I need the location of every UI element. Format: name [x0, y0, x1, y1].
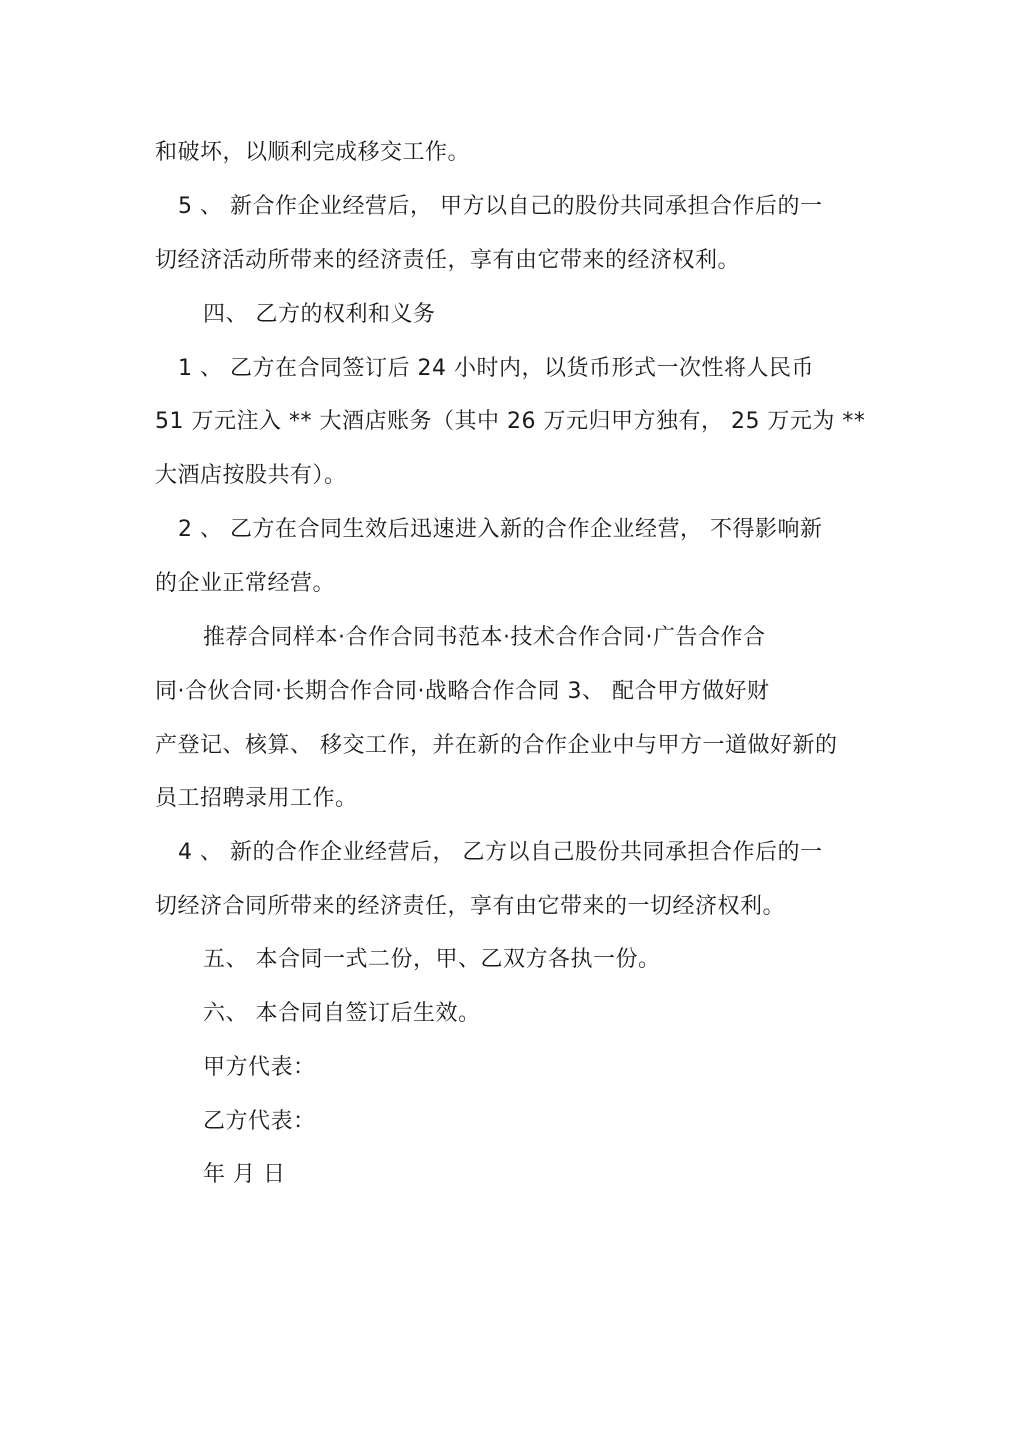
section-heading: 六、 本合同自签订后生效。 [203, 1001, 481, 1026]
text-line: 51 万元注入 ** 大酒店账务（其中 26 万元归甲方独有， 25 万元为 ** [155, 409, 866, 434]
date-label: 年 月 日 [203, 1162, 286, 1187]
section-heading: 四、 乙方的权利和义务 [203, 302, 436, 327]
signature-label: 甲方代表： [203, 1055, 316, 1080]
text-line: 2 、 乙方在合同生效后迅速进入新的合作企业经营， 不得影响新 [178, 517, 823, 542]
text-line: 切经济合同所带来的经济责任，享有由它带来的一切经济权利。 [155, 894, 786, 919]
text-line: 的企业正常经营。 [155, 571, 336, 596]
text-line: 推荐合同样本·合作合同书范本·技术合作合同·广告合作合 [203, 625, 766, 650]
section-heading: 五、 本合同一式二份，甲、乙双方各执一份。 [203, 947, 661, 972]
text-line: 1 、 乙方在合同签订后 24 小时内，以货币形式一次性将人民币 [178, 356, 814, 381]
text-line: 大酒店按股共有）。 [155, 463, 347, 488]
signature-label: 乙方代表： [203, 1109, 316, 1134]
text-line: 产登记、核算、 移交工作，并在新的合作企业中与甲方一道做好新的 [155, 733, 838, 758]
text-line: 同·合伙合同·长期合作合同·战略合作合同 3、 配合甲方做好财 [155, 679, 770, 704]
text-line: 5 、 新合作企业经营后， 甲方以自己的股份共同承担合作后的一 [178, 194, 823, 219]
text-line: 切经济活动所带来的经济责任，享有由它带来的经济权利。 [155, 248, 741, 273]
text-line: 和破坏，以顺利完成移交工作。 [155, 140, 471, 165]
text-line: 员工招聘录用工作。 [155, 786, 358, 811]
text-line: 4 、 新的合作企业经营后， 乙方以自己股份共同承担合作后的一 [178, 840, 823, 865]
